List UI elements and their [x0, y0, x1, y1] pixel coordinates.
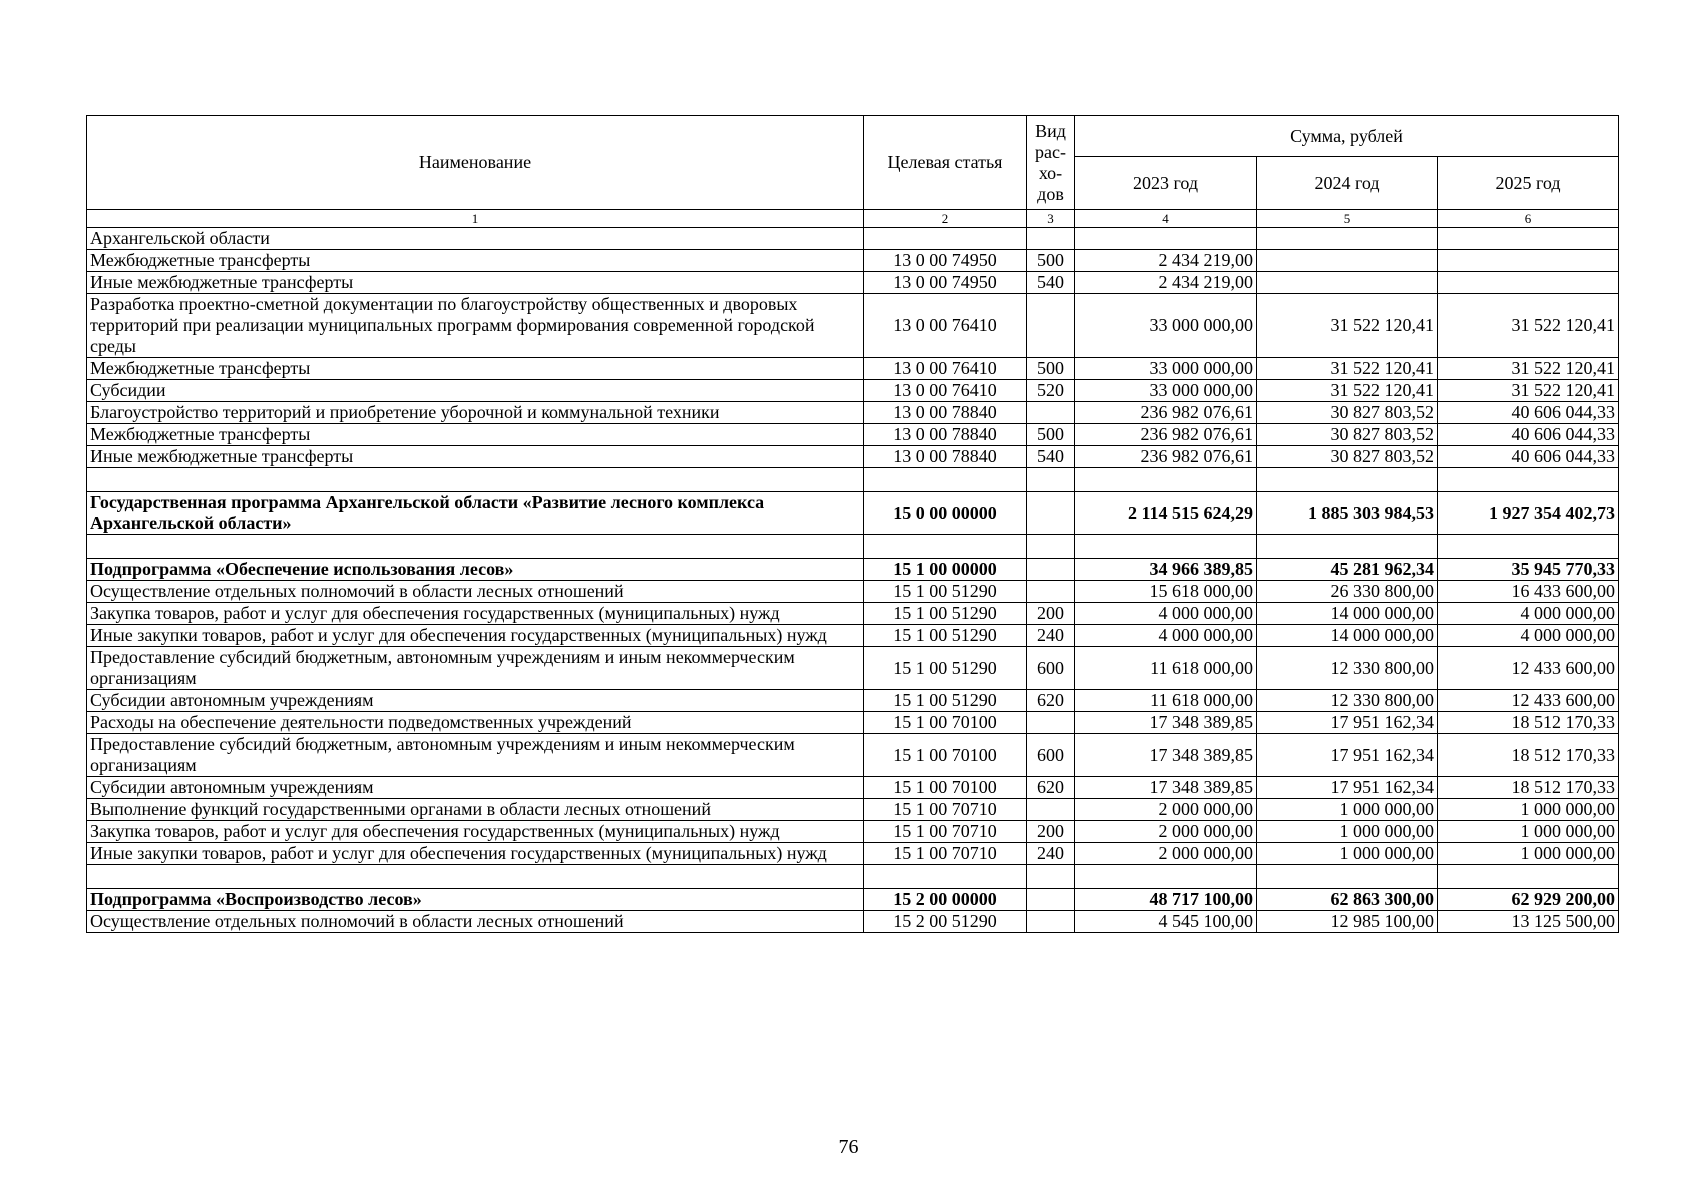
cell-amount-2023: 236 982 076,61	[1075, 424, 1257, 446]
cell-amount-2023: 11 618 000,00	[1075, 647, 1257, 690]
cell-target-code: 15 1 00 00000	[864, 559, 1027, 581]
cell-amount-2023: 15 618 000,00	[1075, 581, 1257, 603]
table-row	[87, 821, 1619, 843]
cell-amount-2023: 2 114 515 624,29	[1075, 492, 1257, 535]
cell-target-code: 13 0 00 78840	[864, 424, 1027, 446]
cell-amount-2024: 31 522 120,41	[1257, 380, 1438, 402]
header-year-2024: 2024 год	[1257, 157, 1438, 210]
cell-expense-type	[1027, 535, 1075, 559]
cell-name: Иные межбюджетные трансферты	[87, 272, 864, 294]
cell-amount-2024: 1 885 303 984,53	[1257, 492, 1438, 535]
cell-name: Закупка товаров, работ и услуг для обеспечения государственных (муниципальных) нужд	[87, 821, 864, 843]
cell-expense-type: 500	[1027, 250, 1075, 272]
cell-expense-type: 540	[1027, 446, 1075, 468]
cell-amount-2025: 18 512 170,33	[1438, 734, 1619, 777]
cell-amount-2025: 40 606 044,33	[1438, 424, 1619, 446]
cell-amount-2023: 34 966 389,85	[1075, 559, 1257, 581]
cell-amount-2024: 1 000 000,00	[1257, 799, 1438, 821]
column-number: 1	[87, 210, 864, 228]
cell-target-code	[864, 535, 1027, 559]
cell-amount-2024	[1257, 228, 1438, 250]
cell-amount-2025: 1 000 000,00	[1438, 843, 1619, 865]
cell-amount-2023: 2 434 219,00	[1075, 250, 1257, 272]
cell-amount-2023: 2 000 000,00	[1075, 843, 1257, 865]
header-name: Наименование	[87, 116, 864, 210]
cell-expense-type: 600	[1027, 734, 1075, 777]
cell-amount-2024: 30 827 803,52	[1257, 446, 1438, 468]
cell-amount-2025: 13 125 500,00	[1438, 911, 1619, 933]
cell-name: Осуществление отдельных полномочий в области лесных отношений	[87, 911, 864, 933]
cell-amount-2023: 4 000 000,00	[1075, 625, 1257, 647]
cell-amount-2023: 4 000 000,00	[1075, 603, 1257, 625]
column-number: 3	[1027, 210, 1075, 228]
table-row	[87, 843, 1619, 865]
cell-name: Государственная программа Архангельской области «Развитие лесного комплекса Архангельской области»	[87, 492, 864, 535]
cell-amount-2025	[1438, 272, 1619, 294]
cell-name: Благоустройство территорий и приобретение уборочной и коммунальной техники	[87, 402, 864, 424]
cell-amount-2024	[1257, 865, 1438, 889]
cell-amount-2024: 30 827 803,52	[1257, 424, 1438, 446]
cell-name: Иные закупки товаров, работ и услуг для обеспечения государственных (муниципальных) нужд	[87, 625, 864, 647]
cell-amount-2025: 18 512 170,33	[1438, 777, 1619, 799]
cell-amount-2024: 45 281 962,34	[1257, 559, 1438, 581]
cell-expense-type: 520	[1027, 380, 1075, 402]
cell-target-code: 13 0 00 76410	[864, 294, 1027, 358]
cell-target-code: 15 1 00 70710	[864, 821, 1027, 843]
cell-amount-2025: 4 000 000,00	[1438, 603, 1619, 625]
cell-target-code	[864, 865, 1027, 889]
table-row	[87, 777, 1619, 799]
cell-amount-2025: 16 433 600,00	[1438, 581, 1619, 603]
table-row	[87, 647, 1619, 690]
cell-expense-type	[1027, 911, 1075, 933]
cell-amount-2024: 26 330 800,00	[1257, 581, 1438, 603]
cell-name: Субсидии	[87, 380, 864, 402]
cell-amount-2025: 31 522 120,41	[1438, 358, 1619, 380]
cell-target-code: 15 1 00 51290	[864, 581, 1027, 603]
blank-row	[87, 535, 1619, 559]
cell-amount-2023: 33 000 000,00	[1075, 380, 1257, 402]
table-row	[87, 250, 1619, 272]
cell-amount-2023: 2 434 219,00	[1075, 272, 1257, 294]
cell-amount-2025	[1438, 228, 1619, 250]
table-row	[87, 424, 1619, 446]
cell-expense-type	[1027, 799, 1075, 821]
page-number: 76	[838, 1136, 859, 1158]
cell-expense-type	[1027, 581, 1075, 603]
cell-name: Иные закупки товаров, работ и услуг для обеспечения государственных (муниципальных) нужд	[87, 843, 864, 865]
cell-name: Подпрограмма «Обеспечение использования лесов»	[87, 559, 864, 581]
table-row	[87, 603, 1619, 625]
cell-amount-2023	[1075, 865, 1257, 889]
cell-amount-2023: 236 982 076,61	[1075, 446, 1257, 468]
cell-amount-2025: 1 000 000,00	[1438, 799, 1619, 821]
cell-expense-type	[1027, 559, 1075, 581]
table-row	[87, 228, 1619, 250]
cell-expense-type: 200	[1027, 821, 1075, 843]
header-code: Целевая статья	[864, 116, 1027, 210]
cell-target-code: 15 1 00 70100	[864, 777, 1027, 799]
cell-name: Разработка проектно-сметной документации по благоустройству общественных и дворовых территорий при реализации муниципальных программ формирования современной городской среды	[87, 294, 864, 358]
cell-amount-2024: 1 000 000,00	[1257, 843, 1438, 865]
table-row	[87, 446, 1619, 468]
cell-amount-2023: 11 618 000,00	[1075, 690, 1257, 712]
cell-target-code: 15 1 00 70710	[864, 843, 1027, 865]
cell-amount-2025: 35 945 770,33	[1438, 559, 1619, 581]
cell-expense-type	[1027, 468, 1075, 492]
cell-expense-type	[1027, 228, 1075, 250]
cell-amount-2024: 17 951 162,34	[1257, 777, 1438, 799]
table-row	[87, 734, 1619, 777]
cell-name: Иные межбюджетные трансферты	[87, 446, 864, 468]
cell-expense-type	[1027, 889, 1075, 911]
budget-page	[86, 115, 1618, 933]
cell-amount-2024: 31 522 120,41	[1257, 294, 1438, 358]
table-row	[87, 581, 1619, 603]
table-row	[87, 559, 1619, 581]
cell-target-code	[864, 468, 1027, 492]
cell-name	[87, 468, 864, 492]
cell-amount-2023: 4 545 100,00	[1075, 911, 1257, 933]
cell-expense-type: 200	[1027, 603, 1075, 625]
column-number: 2	[864, 210, 1027, 228]
cell-amount-2023: 17 348 389,85	[1075, 734, 1257, 777]
cell-target-code	[864, 228, 1027, 250]
cell-target-code: 15 1 00 70710	[864, 799, 1027, 821]
cell-amount-2023: 17 348 389,85	[1075, 712, 1257, 734]
cell-expense-type: 500	[1027, 424, 1075, 446]
cell-amount-2024: 12 330 800,00	[1257, 690, 1438, 712]
blank-row	[87, 468, 1619, 492]
cell-expense-type	[1027, 492, 1075, 535]
cell-name: Закупка товаров, работ и услуг для обеспечения государственных (муниципальных) нужд	[87, 603, 864, 625]
table-row	[87, 380, 1619, 402]
cell-amount-2023	[1075, 535, 1257, 559]
cell-name: Осуществление отдельных полномочий в области лесных отношений	[87, 581, 864, 603]
cell-expense-type: 240	[1027, 625, 1075, 647]
cell-amount-2024: 14 000 000,00	[1257, 625, 1438, 647]
table-row	[87, 272, 1619, 294]
cell-expense-type: 600	[1027, 647, 1075, 690]
cell-amount-2024: 12 330 800,00	[1257, 647, 1438, 690]
cell-amount-2025: 4 000 000,00	[1438, 625, 1619, 647]
cell-amount-2025: 31 522 120,41	[1438, 380, 1619, 402]
blank-row	[87, 865, 1619, 889]
cell-amount-2025: 12 433 600,00	[1438, 690, 1619, 712]
cell-target-code: 15 1 00 51290	[864, 647, 1027, 690]
cell-amount-2023	[1075, 468, 1257, 492]
cell-name: Расходы на обеспечение деятельности подведомственных учреждений	[87, 712, 864, 734]
cell-target-code: 15 0 00 00000	[864, 492, 1027, 535]
column-number: 4	[1075, 210, 1257, 228]
cell-amount-2024: 31 522 120,41	[1257, 358, 1438, 380]
budget-table	[86, 115, 1619, 933]
cell-target-code: 13 0 00 78840	[864, 402, 1027, 424]
header-sum: Сумма, рублей	[1075, 116, 1619, 157]
cell-amount-2024	[1257, 250, 1438, 272]
cell-amount-2025: 31 522 120,41	[1438, 294, 1619, 358]
cell-amount-2023: 236 982 076,61	[1075, 402, 1257, 424]
table-row	[87, 294, 1619, 358]
cell-amount-2023: 2 000 000,00	[1075, 821, 1257, 843]
cell-target-code: 15 1 00 70100	[864, 712, 1027, 734]
cell-target-code: 15 2 00 51290	[864, 911, 1027, 933]
cell-amount-2025: 1 927 354 402,73	[1438, 492, 1619, 535]
cell-amount-2025: 62 929 200,00	[1438, 889, 1619, 911]
table-row	[87, 625, 1619, 647]
cell-name: Подпрограмма «Воспроизводство лесов»	[87, 889, 864, 911]
cell-target-code: 13 0 00 74950	[864, 250, 1027, 272]
cell-target-code: 15 2 00 00000	[864, 889, 1027, 911]
cell-amount-2023: 33 000 000,00	[1075, 294, 1257, 358]
cell-expense-type	[1027, 402, 1075, 424]
cell-expense-type	[1027, 294, 1075, 358]
column-numbers-row	[87, 210, 1619, 228]
cell-amount-2025	[1438, 468, 1619, 492]
cell-name: Межбюджетные трансферты	[87, 424, 864, 446]
cell-name: Межбюджетные трансферты	[87, 250, 864, 272]
table-row	[87, 690, 1619, 712]
cell-expense-type: 620	[1027, 777, 1075, 799]
cell-name: Межбюджетные трансферты	[87, 358, 864, 380]
cell-amount-2024: 12 985 100,00	[1257, 911, 1438, 933]
cell-amount-2025: 18 512 170,33	[1438, 712, 1619, 734]
cell-name: Субсидии автономным учреждениям	[87, 690, 864, 712]
table-row	[87, 911, 1619, 933]
cell-expense-type: 240	[1027, 843, 1075, 865]
cell-amount-2025	[1438, 865, 1619, 889]
cell-target-code: 13 0 00 76410	[864, 380, 1027, 402]
table-header	[87, 116, 1619, 228]
cell-amount-2024: 1 000 000,00	[1257, 821, 1438, 843]
cell-amount-2024: 17 951 162,34	[1257, 712, 1438, 734]
cell-amount-2023: 2 000 000,00	[1075, 799, 1257, 821]
cell-target-code: 15 1 00 51290	[864, 625, 1027, 647]
cell-amount-2025: 1 000 000,00	[1438, 821, 1619, 843]
cell-amount-2025	[1438, 250, 1619, 272]
table-row	[87, 889, 1619, 911]
cell-amount-2025: 12 433 600,00	[1438, 647, 1619, 690]
cell-target-code: 15 1 00 70100	[864, 734, 1027, 777]
cell-amount-2025: 40 606 044,33	[1438, 446, 1619, 468]
cell-amount-2024	[1257, 272, 1438, 294]
cell-name: Предоставление субсидий бюджетным, автономным учреждениям и иным некоммерческим организациям	[87, 647, 864, 690]
cell-amount-2024	[1257, 468, 1438, 492]
cell-name: Выполнение функций государственными органами в области лесных отношений	[87, 799, 864, 821]
table-body	[87, 228, 1619, 933]
cell-name: Субсидии автономным учреждениям	[87, 777, 864, 799]
table-row	[87, 799, 1619, 821]
table-row	[87, 358, 1619, 380]
column-number: 6	[1438, 210, 1619, 228]
header-year-2025: 2025 год	[1438, 157, 1619, 210]
table-row	[87, 712, 1619, 734]
cell-name	[87, 535, 864, 559]
cell-name: Архангельской области	[87, 228, 864, 250]
cell-target-code: 13 0 00 76410	[864, 358, 1027, 380]
cell-target-code: 13 0 00 74950	[864, 272, 1027, 294]
cell-amount-2025	[1438, 535, 1619, 559]
cell-target-code: 15 1 00 51290	[864, 603, 1027, 625]
cell-amount-2025: 40 606 044,33	[1438, 402, 1619, 424]
cell-amount-2024: 30 827 803,52	[1257, 402, 1438, 424]
header-year-2023: 2023 год	[1075, 157, 1257, 210]
cell-expense-type: 540	[1027, 272, 1075, 294]
table-row	[87, 402, 1619, 424]
cell-amount-2024: 62 863 300,00	[1257, 889, 1438, 911]
cell-target-code: 15 1 00 51290	[864, 690, 1027, 712]
cell-name: Предоставление субсидий бюджетным, автономным учреждениям и иным некоммерческим организациям	[87, 734, 864, 777]
cell-expense-type: 500	[1027, 358, 1075, 380]
cell-amount-2024: 14 000 000,00	[1257, 603, 1438, 625]
cell-amount-2023: 48 717 100,00	[1075, 889, 1257, 911]
cell-amount-2024: 17 951 162,34	[1257, 734, 1438, 777]
cell-amount-2023	[1075, 228, 1257, 250]
header-vid: Вид рас- хо- дов	[1027, 116, 1075, 210]
cell-expense-type	[1027, 865, 1075, 889]
cell-name	[87, 865, 864, 889]
table-row	[87, 492, 1619, 535]
column-number: 5	[1257, 210, 1438, 228]
cell-target-code: 13 0 00 78840	[864, 446, 1027, 468]
cell-expense-type: 620	[1027, 690, 1075, 712]
cell-amount-2023: 33 000 000,00	[1075, 358, 1257, 380]
cell-expense-type	[1027, 712, 1075, 734]
cell-amount-2023: 17 348 389,85	[1075, 777, 1257, 799]
cell-amount-2024	[1257, 535, 1438, 559]
